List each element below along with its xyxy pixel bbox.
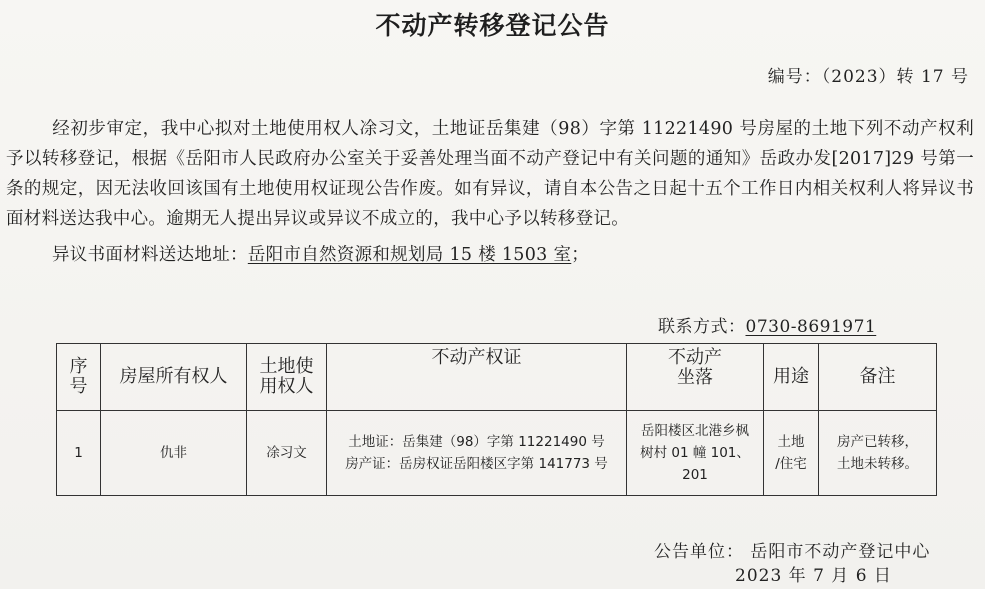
row-remarks: 房产已转移， 土地未转移。	[819, 411, 937, 496]
page-title: 不动产转移登记公告	[375, 11, 610, 40]
table-header-row	[57, 344, 937, 411]
contact-info	[658, 312, 876, 337]
document-number: 编号：（2023）转 17 号	[767, 67, 969, 87]
address-label: 异议书面材料送达地址：	[52, 245, 248, 265]
issue-date: 2023 年 7 月 6 日	[735, 566, 892, 586]
header-cert: 不动产权证	[327, 344, 627, 411]
row-seq: 1	[57, 411, 101, 496]
contact-phone: 0730-8691971	[745, 317, 877, 337]
header-land-user: 土地使 用权人	[247, 344, 327, 411]
row-location: 岳阳楼区北港乡枫 树村 01 幢 101、 201	[627, 411, 764, 496]
contact-label: 联系方式：	[658, 317, 746, 337]
objection-address	[52, 241, 589, 266]
issuing-unit: 公告单位： 岳阳市不动产登记中心	[654, 542, 931, 562]
address-value: 岳阳市自然资源和规划局 15 楼 1503 室	[247, 245, 572, 265]
row-usage: 土地 /住宅	[764, 411, 819, 496]
table-row	[57, 411, 937, 496]
address-suffix: ；	[571, 245, 590, 265]
header-usage: 用途	[764, 344, 819, 411]
row-owner: 仇非	[101, 411, 247, 496]
registry-table	[56, 343, 937, 496]
header-location: 不动产 坐落	[627, 344, 764, 411]
header-remarks: 备注	[819, 344, 937, 411]
announcement-paragraph: 经初步审定，我中心拟对土地使用权人凃习文，土地证岳集建（98）字第 11221490 号房屋的土地下列不动产权利予以转移登记，根据《岳阳市人民政府办公室关于妥善处理当面不动产登记中有关问题的通知》岳政办发[2017]29 号第一条的规定，因无法收回该国有土地使用权证现公告作废。如有异议，请自本公告之日起十五个工作日内相关权利人将异议书面材料送达我中心。逾期无人提出异议或异议不成立的，我中心予以转移登记。	[6, 119, 974, 229]
row-cert-house: 房产证：岳房权证岳阳楼区字第 141773 号	[345, 456, 608, 472]
announcement-body	[6, 114, 974, 234]
row-cert	[327, 411, 627, 496]
header-owner: 房屋所有权人	[101, 344, 247, 411]
header-seq: 序 号	[57, 344, 101, 411]
row-cert-land: 土地证：岳集建（98）字第 11221490 号	[348, 434, 605, 450]
row-land-user: 凃习文	[247, 411, 327, 496]
